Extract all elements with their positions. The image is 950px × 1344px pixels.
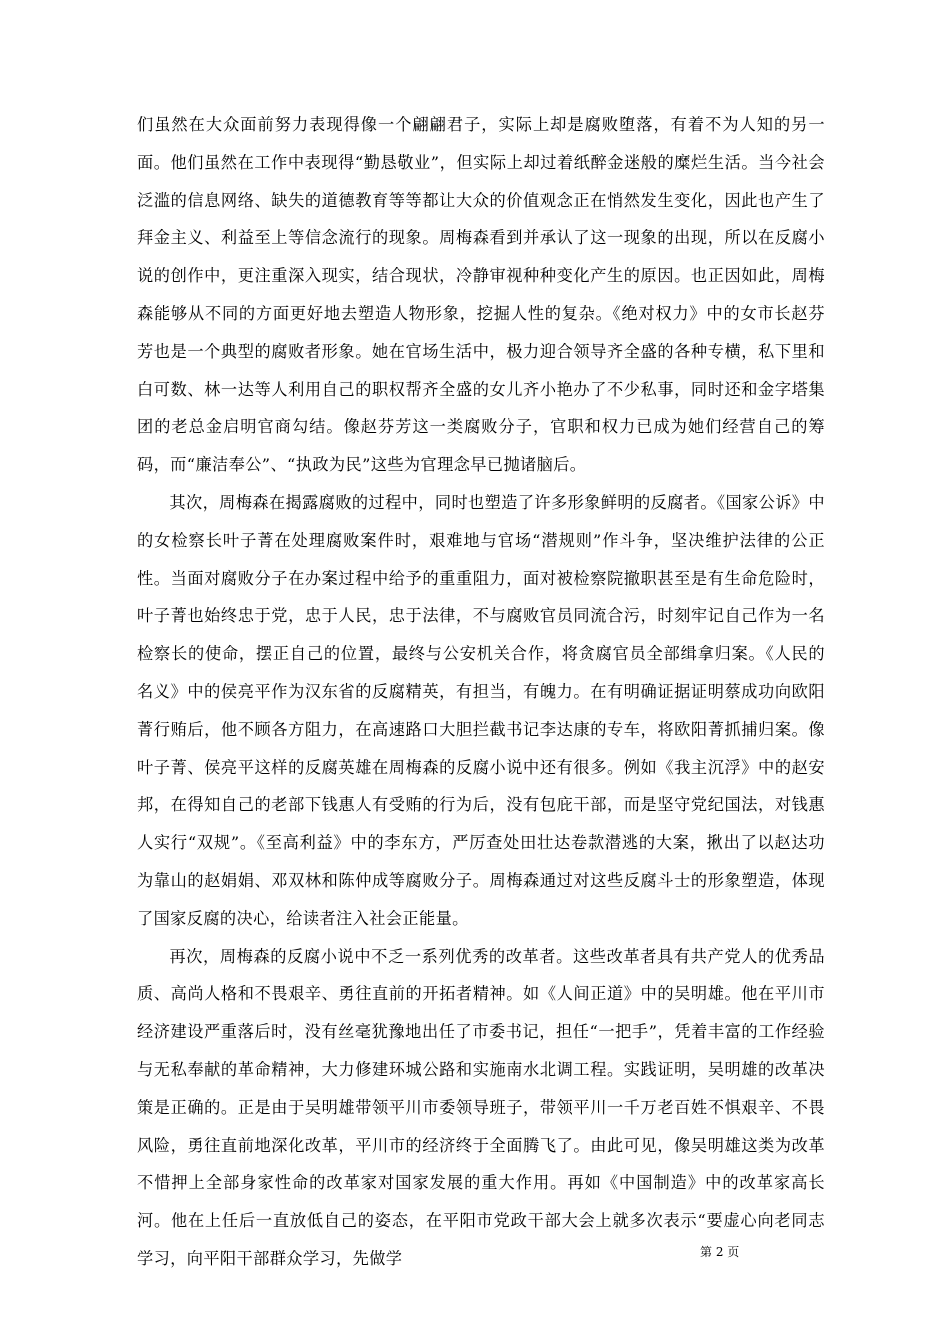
paragraph-2: 其次，周梅森在揭露腐败的过程中，同时也塑造了许多形象鲜明的反腐者。《国家公诉》中的女检察长叶子菁在处理腐败案件时，艰难地与官场“潜规则”作斗争，坚决维护法律的公正性。当面对腐败分子在办案过程中给予的重重阻力，面对被检察院撤职甚至是有生命危险时，叶子菁也始终忠于党，忠于人民，忠于法律，不与腐败官员同流合污，时刻牢记自己作为一名检察长的使命，摆正自己的位置，最终与公安机关合作，将贪腐官员全部缉拿归案。《人民的名义》中的侯亮平作为汉东省的反腐精英，有担当，有魄力。在有明确证据证明蔡成功向欧阳菁行贿后，他不顾各方阻力，在高速路口大胆拦截书记李达康的专车，将欧阳菁抓捕归案。像叶子菁、侯亮平这样的反腐英雄在周梅森的反腐小说中还有很多。例如《我主沉浮》中的赵安邦，在得知自己的老部下钱惠人有受贿的行为后，没有包庇干部，而是坚守党纪国法，对钱惠人实行“双规”。《至高利益》中的李东方，严厉查处田壮达卷款潜逃的大案，揪出了以赵达功为靠山的赵娟娟、邓双林和陈仲成等腐败分子。周梅森通过对这些反腐斗士的形象塑造，体现了国家反腐的决心，给读者注入社会正能量。	[137, 492, 825, 928]
paragraph-1: 们虽然在大众面前努力表现得像一个翩翩君子，实际上却是腐败堕落，有着不为人知的另一面。他们虽然在工作中表现得“勤恳敬业”，但实际上却过着纸醉金迷般的糜烂生活。当今社会泛滥的信息网络、缺失的道德教育等等都让大众的价值观念正在悄然发生变化，因此也产生了拜金主义、利益至上等信念流行的现象。周梅森看到并承认了这一现象的出现，所以在反腐小说的创作中，更注重深入现实，结合现状，冷静审视种种变化产生的原因。也正因如此，周梅森能够从不同的方面更好地去塑造人物形象，挖掘人性的复杂。《绝对权力》中的女市长赵芬芳也是一个典型的腐败者形象。她在官场生活中，极力迎合领导齐全盛的各种专横，私下里和白可数、林一达等人利用自己的职权帮齐全盛的女儿齐小艳办了不少私事，同时还和金字塔集团的老总金启明官商勾结。像赵芬芳这一类腐败分子，官职和权力已成为她们经营自己的筹码，而“廉洁奉公”、“执政为民”这些为官理念早已抛诸脑后。	[137, 115, 825, 475]
paragraph-3: 再次，周梅森的反腐小说中不乏一系列优秀的改革者。这些改革者具有共产党人的优秀品质、高尚人格和不畏艰辛、勇往直前的开拓者精神。如《人间正道》中的吴明雄。他在平川市经济建设严重落后时，没有丝毫犹豫地出任了市委书记，担任“一把手”，凭着丰富的工作经验与无私奉献的革命精神，大力修建环城公路和实施南水北调工程。实践证明，吴明雄的改革决策是正确的。正是由于吴明雄带领平川市委领导班子，带领平川一千万老百姓不惧艰辛、不畏风险，勇往直前地深化改革，平川市的经济终于全面腾飞了。由此可见，像吴明雄这类为改革不惜押上全部身家性命的改革家对国家发展的重大作用。再如《中国制造》中的改革家高长河。他在上任后一直放低自己的姿态，在平阳市党政干部大会上就多次表示“要虚心向老同志学习，向平阳干部群众学习，先做学	[137, 946, 825, 1268]
body-text	[137, 106, 825, 1278]
page-number: 第 2 页	[700, 1245, 740, 1259]
